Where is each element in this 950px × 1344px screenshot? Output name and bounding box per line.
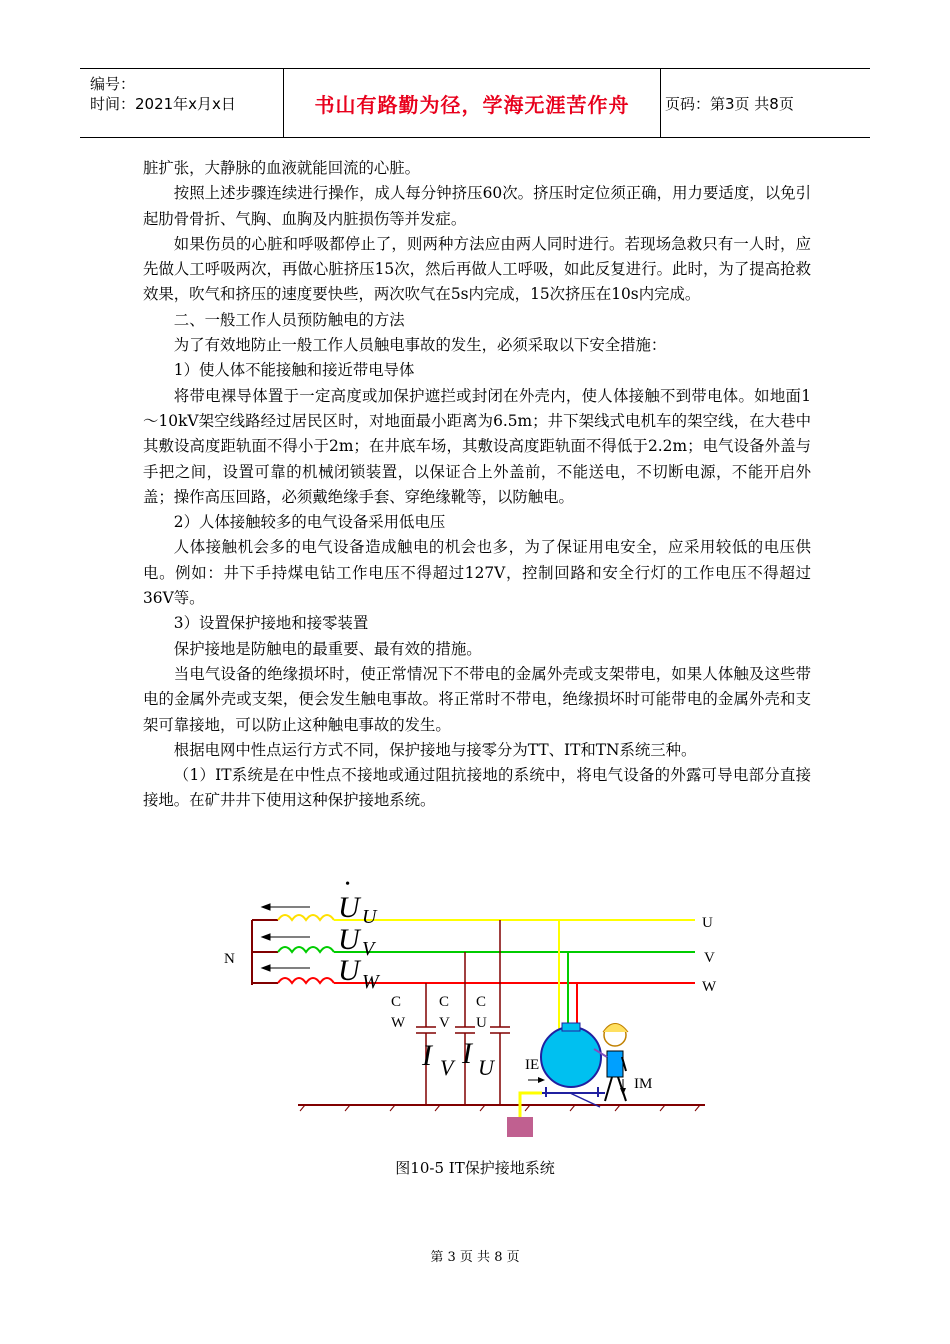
capacitor-labels	[391, 994, 487, 1031]
paragraph: 如果伤员的心脏和呼吸都停止了，则两种方法应由两人同时进行。若现场急救只有一人时，应先做人工呼吸两次，再做心脏挤压15次，然后再做人工呼吸，如此反复进行。此时，为了提高抢救效果，吹气和挤压的速度要快些，两次吹气在5s内完成，15次挤压在10s内完成。	[143, 234, 811, 304]
paragraph: 3）设置保护接地和接零装置	[173, 614, 369, 633]
current-u-main: I	[462, 1037, 472, 1070]
paragraph: 保护接地是防触电的最重要、最有效的措施。	[173, 639, 482, 658]
phase-letter-w: W	[702, 979, 717, 995]
ground-electrode	[507, 1117, 533, 1137]
phase-letters	[702, 915, 717, 995]
im-label: IM	[634, 1076, 653, 1092]
page-footer: 第 3 页 共 8 页	[430, 1250, 520, 1265]
current-v-sub: V	[440, 1055, 454, 1080]
coil-w	[278, 978, 334, 983]
paragraph: 人体接触机会多的电气设备造成触电的机会也多，为了保证用电安全，应采用较低的电压供电。例如：井下手持煤电钻工作电压不得超过127V，控制回路和安全行灯的工作电压不得超过36V等。	[143, 538, 811, 608]
motor-icon	[541, 1027, 601, 1087]
voltage-labels	[338, 877, 381, 993]
paragraph: 将带电裸导体置于一定高度或加保护遮拦或封闭在外壳内，使人体接触不到带电体。如地面1～10kV架空线路经过居民区时，对地面最小距离为6.5m；井下架线式电机车的架空线，在大巷中其敷设高度距轨面不得小于2m；在井底车场，其敷设高度距轨面不得低于2.2m；电气设备外盖与手把之间，设置可靠的机械闭锁装置，以保证合上外盖前，不能送电，不切断电源，不能开启外盖；操作高压回路，必须戴绝缘手套、穿绝缘靴等，以防触电。	[143, 386, 811, 506]
paragraph: 1）使人体不能接触和接近带电导体	[173, 361, 415, 380]
phase-letter-u: U	[702, 915, 713, 931]
motor-terminal-box	[562, 1023, 580, 1031]
voltage-w-main: U	[338, 954, 360, 987]
time-label: 时间：2021年x月x日	[90, 95, 236, 113]
voltage-w-sub: W	[362, 971, 379, 993]
direction-arrows	[262, 904, 310, 971]
figure-caption: 图10-5 IT保护接地系统	[395, 1159, 555, 1177]
diagram-svg	[210, 875, 740, 1145]
page-info: 页码：第3页 共8页	[665, 94, 794, 113]
neutral-label: N	[224, 951, 235, 967]
cap-v-bottom: V	[439, 1015, 450, 1031]
paragraph: 当电气设备的绝缘损坏时，使正常情况下不带电的金属外壳或支架带电，如果人体触及这些带电的金属外壳或支架，便会发生触电事故。将正常时不带电，绝缘损坏时可能带电的金属外壳和支架可靠接地，可以防止这种触电事故的发生。	[143, 664, 811, 734]
phase-letter-v: V	[704, 950, 715, 966]
cap-w-top: C	[391, 994, 402, 1010]
paragraph: 2）人体接触较多的电气设备采用低电压	[173, 513, 446, 532]
page-header	[80, 68, 870, 138]
paragraph: 为了有效地防止一般工作人员触电事故的发生，必须采取以下安全措施：	[173, 336, 667, 355]
cap-v-top: C	[439, 994, 450, 1010]
current-labels	[421, 1037, 496, 1080]
it-grounding-diagram	[210, 875, 740, 1145]
number-label: 编号：	[90, 75, 136, 93]
cap-u-top: C	[476, 994, 487, 1010]
cap-w-bottom: W	[391, 1015, 406, 1031]
paragraph: 脏扩张，大静脉的血液就能回流的心脏。	[143, 159, 421, 177]
motor-base	[540, 1087, 605, 1097]
paragraph: （1）IT系统是在中性点不接地或通过阻抗接地的系统中，将电气设备的外露可导电部分直接接地。在矿井井下使用这种保护接地系统。	[143, 766, 811, 810]
voltage-u-sub: U	[362, 906, 377, 928]
ie-label: IE	[525, 1057, 540, 1073]
paragraph: 二、一般工作人员预防触电的方法	[173, 310, 405, 329]
current-v-main: I	[422, 1039, 432, 1072]
header-left-cell	[80, 69, 283, 137]
voltage-dot: •	[345, 877, 350, 892]
motto: 书山有路勤为径，学海无涯苦作舟	[283, 69, 661, 137]
cap-u-bottom: U	[476, 1015, 487, 1031]
document-body	[143, 156, 811, 814]
voltage-v-sub: V	[362, 938, 375, 960]
coil-u	[278, 915, 334, 920]
voltage-v-main: U	[338, 923, 360, 956]
im-arrowhead	[620, 1088, 626, 1095]
paragraph: 根据电网中性点运行方式不同，保护接地与接零分为TT、IT和TN系统三种。	[173, 740, 697, 759]
capacitor-branches	[416, 920, 510, 1105]
ie-arrowhead	[538, 1077, 545, 1083]
voltage-u-main: U	[338, 891, 360, 924]
coil-v	[278, 947, 334, 952]
current-u-sub: U	[478, 1055, 494, 1080]
paragraph: 按照上述步骤连续进行操作，成人每分钟挤压60次。挤压时定位须正确，用力要适度，以免引起肋骨骨折、气胸、血胸及内脏损伤等并发症。	[143, 184, 811, 228]
